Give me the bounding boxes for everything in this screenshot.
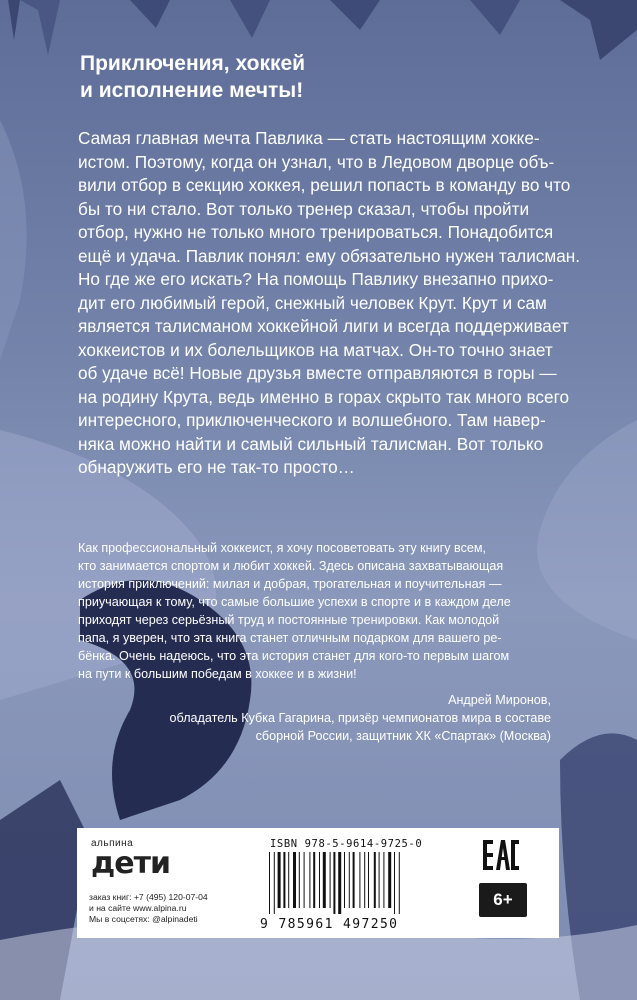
- headline: [80, 50, 560, 104]
- author-credentials-line: сборной России, защитник ХК «Спартак» (Москва): [255, 729, 551, 743]
- review-line: бёнка. Очень надеюсь, что эта история станет для кого-то первым шагом: [78, 649, 510, 663]
- author-credentials-line: обладатель Кубка Гагарина, призёр чемпионатов мира в составе: [169, 711, 551, 725]
- review-quote: [78, 539, 558, 683]
- age-rating-badge: 6+: [479, 883, 527, 917]
- barcode: [265, 852, 455, 914]
- review-line: приходят через серьёзный труд и постоянные тренировки. Как молодой: [78, 613, 500, 627]
- review-line: история приключений: милая и добрая, трогательная и поучительная —: [78, 577, 502, 591]
- review-line: Как профессиональный хоккеист, я хочу посоветовать эту книгу всем,: [78, 541, 487, 555]
- contact-line: Мы в соцсетях: @alpinadeti: [89, 914, 198, 924]
- eac-certification-mark: [483, 840, 519, 870]
- publisher-contacts: [89, 892, 208, 925]
- review-line: кто занимается спортом и любит хоккей. Здесь описана захватывающая: [78, 559, 504, 573]
- synopsis-line: няка можно найти и самый сильный талисман. Вот только: [78, 433, 544, 454]
- synopsis-line: на родину Крута, ведь именно в горах скрыто так много всего: [78, 386, 570, 407]
- synopsis-line: хоккеистов и их болельщиков на матчах. Он-то точно знает: [78, 339, 553, 360]
- synopsis-line: ещё и удача. Павлик понял: ему обязательно нужен талисман.: [78, 245, 581, 266]
- synopsis-line: дит его любимый герой, снежный человек Крут. Крут и сам: [78, 292, 547, 313]
- review-line: приучающая к тому, что самые большие успехи в спорте и в каждом деле: [78, 595, 511, 609]
- barcode-number: 9 785961 497250: [260, 917, 399, 932]
- synopsis-line: является талисманом хоккейной лиги и всегда поддерживает: [78, 316, 569, 336]
- contact-line: заказ книг: +7 (495) 120-07-04: [89, 892, 208, 902]
- synopsis-line: отбор, нужно не только много тренироваться. Понадобится: [78, 222, 554, 242]
- synopsis-line: Самая главная мечта Павлика — стать настоящим хокке-: [78, 128, 540, 148]
- synopsis-paragraph: [78, 127, 581, 480]
- headline-line: Приключения, хоккей: [80, 52, 306, 75]
- author-name: Андрей Миронов,: [448, 693, 551, 707]
- review-line: на пути к большим победам в хоккее и в жизни!: [78, 667, 357, 681]
- review-author: [71, 691, 551, 745]
- synopsis-line: об удаче всё! Новые друзья вместе отправляются в горы —: [78, 363, 557, 383]
- synopsis-line: интересного, приключенческого и волшебного. Там навер-: [78, 410, 546, 430]
- review-line: папа, я уверен, что эта книга станет отличным подарком для вашего ре-: [78, 631, 502, 645]
- synopsis-line: бы то ни стало. Вот только тренер сказал, чтобы пройти: [78, 198, 530, 219]
- publisher-info-box: [77, 828, 559, 938]
- isbn-label: ISBN 978-5-9614-9725-0: [270, 838, 423, 850]
- contact-line: и на сайте www.alpina.ru: [89, 903, 187, 913]
- publisher-logo: дети: [91, 846, 170, 881]
- synopsis-line: Но где же его искать? На помощь Павлику внезапно прихо-: [78, 269, 554, 289]
- publisher-logo-small: альпина: [91, 838, 134, 849]
- headline-line: и исполнение мечты!: [80, 79, 304, 102]
- synopsis-line: вили отбор в секцию хоккея, решил попасть в команду во что: [78, 175, 571, 195]
- synopsis-line: обнаружить его не так-то просто…: [78, 457, 355, 477]
- synopsis-line: истом. Поэтому, когда он узнал, что в Ледовом дворце объ-: [78, 151, 555, 172]
